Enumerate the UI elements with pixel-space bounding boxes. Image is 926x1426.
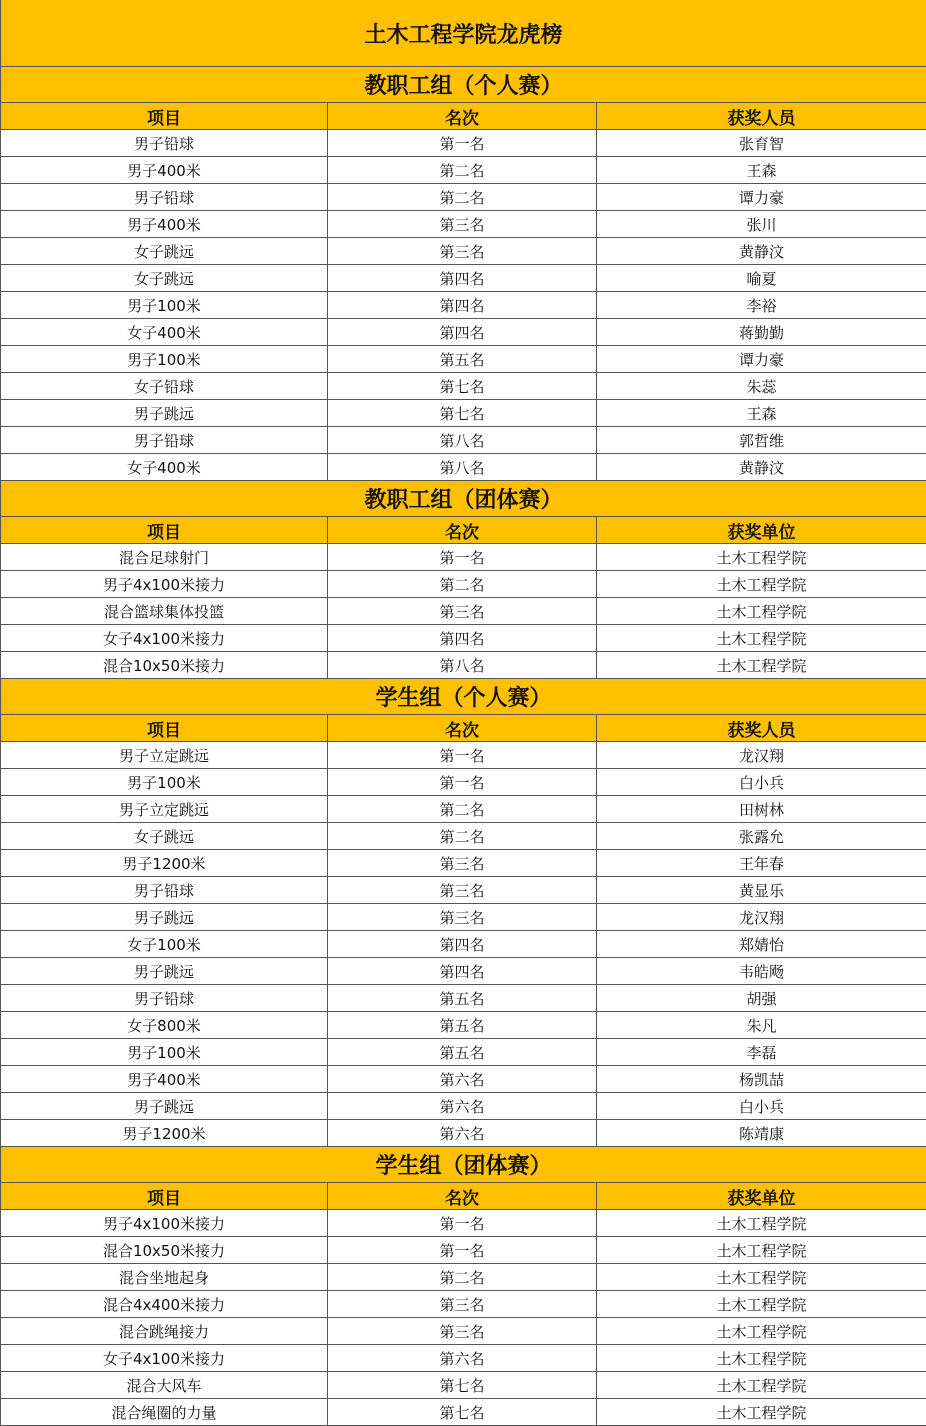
column-header-row (1, 715, 926, 742)
table-row (1, 958, 926, 985)
cell-rank: 第七名 (328, 1372, 597, 1399)
column-header-event: 项目 (1, 1183, 328, 1210)
table-row (1, 1093, 926, 1120)
cell-event: 男子4x100米接力 (1, 571, 328, 598)
cell-event: 男子100米 (1, 346, 328, 373)
cell-event: 混合大风车 (1, 1372, 328, 1399)
section-heading: 学生组（团体赛） (1, 1147, 926, 1183)
cell-winner: 黄显乐 (597, 877, 926, 904)
cell-event: 混合坐地起身 (1, 1264, 328, 1291)
cell-event: 男子跳远 (1, 958, 328, 985)
column-header-rank: 名次 (328, 517, 597, 544)
column-header-winner: 获奖人员 (597, 103, 926, 130)
column-header-row (1, 517, 926, 544)
cell-event: 女子400米 (1, 319, 328, 346)
column-header-event: 项目 (1, 103, 328, 130)
title-row (1, 0, 926, 67)
table-row (1, 1237, 926, 1264)
table-row (1, 265, 926, 292)
cell-rank: 第八名 (328, 454, 597, 481)
table-row (1, 238, 926, 265)
table-row (1, 1120, 926, 1147)
table-row (1, 985, 926, 1012)
cell-event: 男子铅球 (1, 877, 328, 904)
table-row (1, 598, 926, 625)
cell-winner: 张川 (597, 211, 926, 238)
column-header-winner: 获奖单位 (597, 1183, 926, 1210)
cell-event: 女子跳远 (1, 265, 328, 292)
cell-event: 女子400米 (1, 454, 328, 481)
section-heading: 学生组（个人赛） (1, 679, 926, 715)
table-row (1, 1066, 926, 1093)
cell-event: 男子跳远 (1, 400, 328, 427)
cell-winner: 土木工程学院 (597, 1318, 926, 1345)
column-header-event: 项目 (1, 715, 328, 742)
cell-event: 混合4x400米接力 (1, 1291, 328, 1318)
cell-winner: 土木工程学院 (597, 1210, 926, 1237)
cell-rank: 第二名 (328, 796, 597, 823)
table-row (1, 544, 926, 571)
table-row (1, 769, 926, 796)
section-heading-row (1, 481, 926, 517)
column-header-rank: 名次 (328, 715, 597, 742)
cell-winner: 黄静汶 (597, 238, 926, 265)
cell-rank: 第四名 (328, 319, 597, 346)
table-row (1, 742, 926, 769)
cell-rank: 第七名 (328, 400, 597, 427)
cell-event: 混合足球射门 (1, 544, 328, 571)
cell-event: 混合10x50米接力 (1, 652, 328, 679)
cell-event: 男子铅球 (1, 130, 328, 157)
table-row (1, 373, 926, 400)
cell-rank: 第六名 (328, 1345, 597, 1372)
column-header-winner: 获奖人员 (597, 715, 926, 742)
table-row (1, 1372, 926, 1399)
table-row (1, 1264, 926, 1291)
cell-rank: 第四名 (328, 958, 597, 985)
column-header-row (1, 103, 926, 130)
honor-roll-body (1, 0, 926, 1426)
cell-event: 男子1200米 (1, 850, 328, 877)
cell-event: 女子800米 (1, 1012, 328, 1039)
cell-rank: 第六名 (328, 1120, 597, 1147)
table-row (1, 130, 926, 157)
cell-winner: 王森 (597, 400, 926, 427)
cell-winner: 朱蕊 (597, 373, 926, 400)
section-heading-row (1, 1147, 926, 1183)
cell-winner: 李磊 (597, 1039, 926, 1066)
cell-winner: 土木工程学院 (597, 1345, 926, 1372)
cell-winner: 谭力豪 (597, 184, 926, 211)
cell-rank: 第一名 (328, 1210, 597, 1237)
cell-rank: 第二名 (328, 157, 597, 184)
cell-winner: 土木工程学院 (597, 1372, 926, 1399)
cell-rank: 第一名 (328, 769, 597, 796)
table-row (1, 850, 926, 877)
cell-rank: 第五名 (328, 1012, 597, 1039)
page-title: 土木工程学院龙虎榜 (1, 0, 926, 67)
cell-winner: 郭哲维 (597, 427, 926, 454)
cell-winner: 田树林 (597, 796, 926, 823)
table-row (1, 319, 926, 346)
cell-event: 男子100米 (1, 292, 328, 319)
table-row (1, 1039, 926, 1066)
cell-rank: 第五名 (328, 346, 597, 373)
cell-winner: 韦皓飏 (597, 958, 926, 985)
cell-rank: 第三名 (328, 850, 597, 877)
cell-winner: 陈靖康 (597, 1120, 926, 1147)
cell-event: 男子1200米 (1, 1120, 328, 1147)
cell-rank: 第三名 (328, 238, 597, 265)
cell-winner: 龙汉翔 (597, 742, 926, 769)
cell-rank: 第六名 (328, 1093, 597, 1120)
cell-event: 男子铅球 (1, 985, 328, 1012)
cell-rank: 第三名 (328, 598, 597, 625)
cell-winner: 郑婧怡 (597, 931, 926, 958)
cell-winner: 龙汉翔 (597, 904, 926, 931)
cell-rank: 第二名 (328, 1264, 597, 1291)
cell-winner: 土木工程学院 (597, 1399, 926, 1426)
cell-rank: 第七名 (328, 1399, 597, 1426)
column-header-rank: 名次 (328, 103, 597, 130)
cell-rank: 第五名 (328, 985, 597, 1012)
table-row (1, 796, 926, 823)
cell-rank: 第三名 (328, 211, 597, 238)
table-row (1, 400, 926, 427)
cell-rank: 第八名 (328, 427, 597, 454)
cell-event: 男子铅球 (1, 184, 328, 211)
cell-event: 混合篮球集体投篮 (1, 598, 328, 625)
cell-event: 女子跳远 (1, 238, 328, 265)
cell-event: 女子铅球 (1, 373, 328, 400)
cell-winner: 土木工程学院 (597, 652, 926, 679)
cell-winner: 土木工程学院 (597, 1237, 926, 1264)
section-heading-row (1, 679, 926, 715)
cell-event: 男子400米 (1, 211, 328, 238)
table-row (1, 1291, 926, 1318)
cell-event: 女子100米 (1, 931, 328, 958)
table-row (1, 1318, 926, 1345)
cell-winner: 土木工程学院 (597, 1264, 926, 1291)
cell-winner: 李裕 (597, 292, 926, 319)
cell-event: 混合绳圈的力量 (1, 1399, 328, 1426)
cell-rank: 第五名 (328, 1039, 597, 1066)
cell-event: 男子100米 (1, 1039, 328, 1066)
column-header-winner: 获奖单位 (597, 517, 926, 544)
cell-winner: 杨凯喆 (597, 1066, 926, 1093)
table-row (1, 157, 926, 184)
table-row (1, 1012, 926, 1039)
cell-event: 男子4x100米接力 (1, 1210, 328, 1237)
cell-winner: 喻夏 (597, 265, 926, 292)
table-row (1, 1345, 926, 1372)
cell-event: 混合10x50米接力 (1, 1237, 328, 1264)
cell-winner: 白小兵 (597, 769, 926, 796)
table-row (1, 1210, 926, 1237)
cell-winner: 谭力豪 (597, 346, 926, 373)
cell-event: 男子跳远 (1, 1093, 328, 1120)
cell-event: 男子铅球 (1, 427, 328, 454)
cell-event: 男子立定跳远 (1, 796, 328, 823)
cell-rank: 第三名 (328, 1291, 597, 1318)
table-row (1, 904, 926, 931)
cell-rank: 第一名 (328, 130, 597, 157)
column-header-event: 项目 (1, 517, 328, 544)
cell-winner: 朱凡 (597, 1012, 926, 1039)
cell-winner: 张露允 (597, 823, 926, 850)
cell-winner: 土木工程学院 (597, 544, 926, 571)
table-row (1, 1399, 926, 1426)
cell-event: 男子400米 (1, 157, 328, 184)
cell-rank: 第四名 (328, 292, 597, 319)
cell-rank: 第二名 (328, 823, 597, 850)
cell-event: 女子跳远 (1, 823, 328, 850)
cell-event: 男子跳远 (1, 904, 328, 931)
table-row (1, 931, 926, 958)
section-heading: 教职工组（个人赛） (1, 67, 926, 103)
cell-event: 男子400米 (1, 1066, 328, 1093)
cell-rank: 第三名 (328, 904, 597, 931)
cell-winner: 黄静汶 (597, 454, 926, 481)
cell-rank: 第三名 (328, 1318, 597, 1345)
cell-winner: 土木工程学院 (597, 625, 926, 652)
cell-rank: 第二名 (328, 184, 597, 211)
cell-winner: 土木工程学院 (597, 1291, 926, 1318)
section-heading: 教职工组（团体赛） (1, 481, 926, 517)
table-row (1, 571, 926, 598)
cell-rank: 第四名 (328, 625, 597, 652)
table-row (1, 346, 926, 373)
cell-rank: 第一名 (328, 742, 597, 769)
cell-winner: 土木工程学院 (597, 571, 926, 598)
cell-rank: 第四名 (328, 265, 597, 292)
cell-event: 混合跳绳接力 (1, 1318, 328, 1345)
cell-rank: 第六名 (328, 1066, 597, 1093)
cell-winner: 胡强 (597, 985, 926, 1012)
cell-rank: 第二名 (328, 571, 597, 598)
table-row (1, 652, 926, 679)
cell-winner: 土木工程学院 (597, 598, 926, 625)
cell-event: 女子4x100米接力 (1, 625, 328, 652)
cell-rank: 第三名 (328, 877, 597, 904)
cell-winner: 王森 (597, 157, 926, 184)
cell-winner: 张育智 (597, 130, 926, 157)
cell-rank: 第八名 (328, 652, 597, 679)
table-row (1, 427, 926, 454)
cell-rank: 第一名 (328, 1237, 597, 1264)
column-header-rank: 名次 (328, 1183, 597, 1210)
table-row (1, 625, 926, 652)
cell-event: 女子4x100米接力 (1, 1345, 328, 1372)
cell-event: 男子100米 (1, 769, 328, 796)
section-heading-row (1, 67, 926, 103)
cell-winner: 白小兵 (597, 1093, 926, 1120)
cell-rank: 第四名 (328, 931, 597, 958)
table-row (1, 877, 926, 904)
table-row (1, 211, 926, 238)
cell-rank: 第七名 (328, 373, 597, 400)
table-row (1, 184, 926, 211)
cell-rank: 第一名 (328, 544, 597, 571)
table-row (1, 292, 926, 319)
cell-winner: 蒋勤勤 (597, 319, 926, 346)
table-row (1, 823, 926, 850)
cell-event: 男子立定跳远 (1, 742, 328, 769)
cell-winner: 王年春 (597, 850, 926, 877)
table-row (1, 454, 926, 481)
column-header-row (1, 1183, 926, 1210)
